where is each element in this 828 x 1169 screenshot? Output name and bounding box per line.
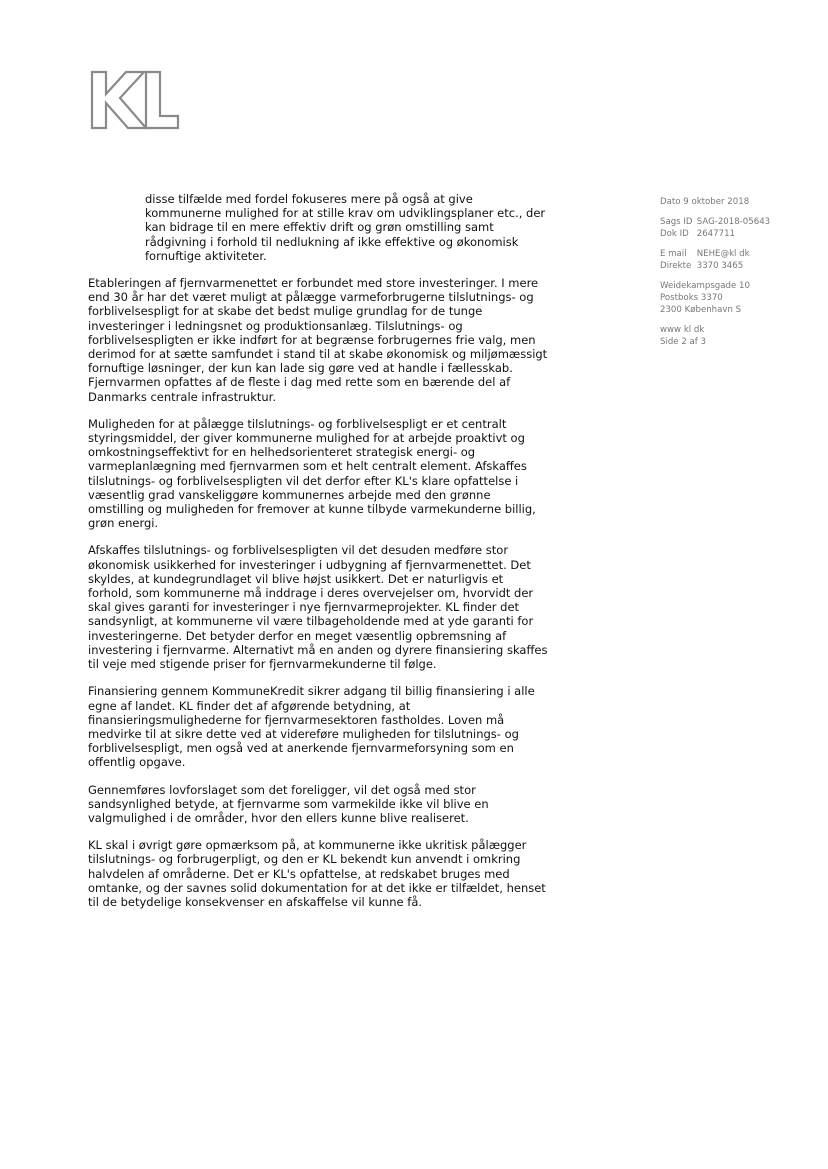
address-line: Weidekampsgade 10 <box>660 281 750 291</box>
body-paragraph: Afskaffes tilslutnings- og forblivelsespligten vil det desuden medføre stor økonomisk usikkerhed for investeringer i udbygning af fjernvarmenettet. Det skyldes, at kundegrundlaget vil blive højst usikkert. Det er naturligvis et forhold, som kommunerne må inddrage i deres overvejelser om, hvorvidt der skal gives garanti for investeringer i nye fjernvarmeprojekter. KL finder det sandsynligt, at kommunerne vil være tilbageholdende med at yde garanti for investeringerne. Det betyder derfor en meget væsentlig opbremsning af investering i fjernvarme. Alternativt må en anden og dyrere finansiering skaffes til veje med stigende priser for fjernvarmekunderne til følge. <box>88 543 548 672</box>
phone-label: Direkte <box>660 261 692 271</box>
letter-sidebar <box>660 196 810 356</box>
phone-row <box>660 260 810 272</box>
body-paragraph: KL skal i øvrigt gøre opmærksom på, at kommunerne ikke ukritisk pålægger tilslutnings- og forbrugerpligt, og den er KL bekendt kun anvendt i omkring halvdelen af områderne. Det er KL's opfattelse, at redskabet bruges med omtanke, og der savnes solid dokumentation for at det ikke er tilfældet, henset til de betydelige konsekvenser en afskaffelse vil kunne få. <box>88 838 546 909</box>
case-id-row <box>660 216 810 228</box>
body-paragraph: Muligheden for at pålægge tilslutnings- og forblivelsespligt er et centralt styringsmiddel, der giver kommunerne mulighed for at arbejde proaktivt og omkostningseffektivt for en helhedsorienteret strategisk energi- og varmeplanlægning med fjernvarmen som et helt centralt element. Afskaffes tilslutnings- og forblivelsespligten vil det derfor efter KL's klare opfattelse i væsentlig grad vanskeliggøre kommunernes arbejde med den grønne omstilling og muligheden for fremover at kunne tilbyde varmekunderne billig, grøn energi. <box>88 416 536 531</box>
kl-logo-graphic <box>88 70 180 130</box>
doc-id-value: 2647711 <box>696 229 736 239</box>
doc-id-row <box>660 228 810 240</box>
body-paragraph: Finansiering gennem KommuneKredit sikrer adgang til billig finansiering i alle egne af landet. KL finder det af afgørende betydning, at finansieringsmulighederne for fjernvarmesektoren fastholdes. Loven må medvirke til at sikre dette ved at videreføre muligheden for tilslutnings- og forblivelsespligt, men også ved at anerkende fjernvarmeforsyning som en offentlig opgave. <box>88 684 535 770</box>
email-value: NEHE@kl dk <box>696 249 750 259</box>
body-paragraph: Etableringen af fjernvarmenettet er forbundet med store investeringer. I mere end 30 år har det været muligt at pålægge varmeforbrugerne tilslutnings- og forblivelsespligt for at skabe det bedst mulige grundlag for de tunge investeringer i ledningsnet og produktionsanlæg. Tilslutnings- og forblivelsespligten er ikke indført for at begrænse forbrugernes frie valg, men derimod for at sætte samfundet i stand til at skabe økonomisk og miljømæssigt fornuftige løsninger, der kun kan lade sig gøre ved at handle i fællesskab. Fjernvarmen opfattes af de fleste i dag med rette som en bærende del af Danmarks centrale infrastruktur. <box>88 276 548 404</box>
letter-body <box>88 192 548 922</box>
website: www kl dk <box>660 325 705 335</box>
body-paragraph: disse tilfælde med fordel fokuseres mere på også at give kommunerne mulighed for at stille krav om udviklingsplaner etc., der kan bidrage til en mere effektiv drift og grøn omstilling samt rådgivning i forhold til nedlukning af ikke effektive og økonomisk fornuftige aktiviteter. <box>145 192 546 263</box>
address-line: Postboks 3370 <box>660 293 723 303</box>
phone-value: 3370 3465 <box>696 261 744 271</box>
case-id-label: Sags ID <box>660 217 693 227</box>
page-number: Side 2 af 3 <box>660 337 707 347</box>
address-line: 2300 København S <box>660 305 742 315</box>
letter-date: Dato 9 oktober 2018 <box>660 197 750 207</box>
kl-logo <box>88 70 180 130</box>
email-label: E mail <box>660 249 687 259</box>
doc-id-label: Dok ID <box>660 229 689 239</box>
body-paragraph: Gennemføres lovforslaget som det foreligger, vil det også med stor sandsynlighed betyde, at fjernvarme som varmekilde ikke vil blive en valgmulighed i de områder, hvor den ellers kunne blive realiseret. <box>88 782 489 825</box>
email-row <box>660 248 810 260</box>
case-id-value: SAG-2018-05643 <box>696 217 771 227</box>
